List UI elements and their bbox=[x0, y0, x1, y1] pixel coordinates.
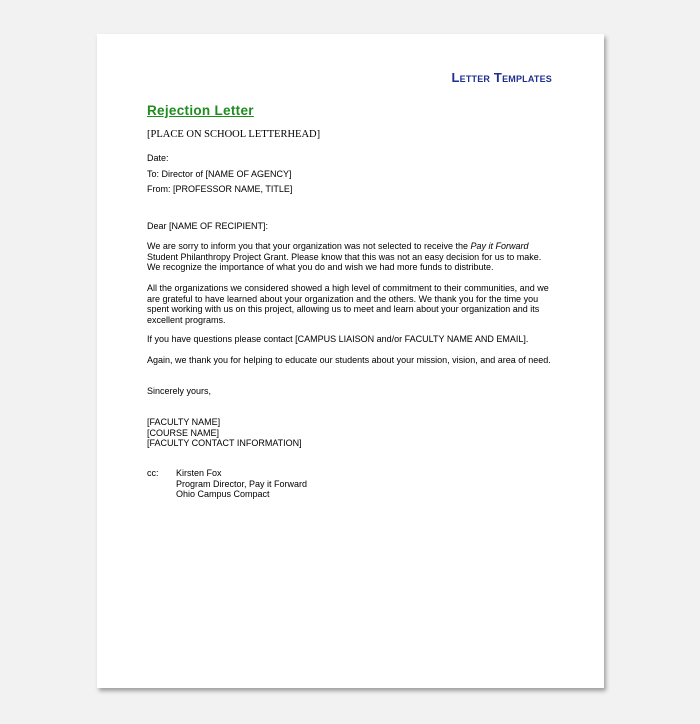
cc-recipient-name: Kirsten Fox bbox=[176, 468, 222, 478]
to-line: To: Director of [NAME OF AGENCY] bbox=[147, 169, 292, 179]
signature-course-name: [COURSE NAME] bbox=[147, 427, 220, 438]
cc-label: cc: bbox=[147, 468, 159, 478]
signature-faculty-name: [FACULTY NAME] bbox=[147, 417, 221, 427]
cc-recipient-title: Program Director, Pay it Forward bbox=[176, 478, 308, 489]
signature-block bbox=[147, 417, 557, 449]
letterhead-placeholder: [PLACE ON SCHOOL LETTERHEAD] bbox=[147, 129, 321, 140]
closing: Sincerely yours, bbox=[147, 386, 212, 396]
from-line: From: [PROFESSOR NAME, TITLE] bbox=[147, 184, 293, 194]
header-title: Letter Templates bbox=[451, 70, 552, 85]
paragraph-2 bbox=[147, 283, 557, 325]
paragraph-4: Again, we thank you for helping to educate our students about your mission, vision, and area of need. bbox=[147, 355, 551, 365]
document-page bbox=[97, 34, 604, 688]
paragraph-1 bbox=[147, 241, 557, 273]
paragraph-1-line-3: We recognize the importance of what you do and wish we had more funds to distribute. bbox=[147, 262, 494, 272]
paragraph-3: If you have questions please contact [CAMPUS LIAISON and/or FACULTY NAME AND EMAIL]. bbox=[147, 334, 529, 344]
paragraph-1-line-2: Student Philanthropy Project Grant. Please know that this was not an easy decision for us to make. bbox=[147, 251, 542, 262]
paragraph-2-line: excellent programs. bbox=[147, 314, 226, 325]
paragraph-2-line: All the organizations we considered showed a high level of commitment to their communities, and we bbox=[147, 283, 549, 293]
letter-title: Rejection Letter bbox=[147, 103, 254, 118]
salutation: Dear [NAME OF RECIPIENT]: bbox=[147, 221, 269, 231]
cc-recipient-org: Ohio Campus Compact bbox=[176, 489, 270, 499]
signature-contact-info: [FACULTY CONTACT INFORMATION] bbox=[147, 438, 302, 448]
paragraph-2-line: are grateful to have learned about your organization and the others. We thank you for the time you bbox=[147, 293, 539, 304]
program-name-italic: Pay it Forward bbox=[470, 241, 529, 251]
date-line: Date: bbox=[147, 153, 169, 163]
paragraph-1-line-1-text: We are sorry to inform you that your organization was not selected to receive the bbox=[147, 241, 471, 251]
cc-recipients bbox=[176, 468, 307, 500]
paragraph-2-line: spent working with us on this project, allowing us to meet and learn about your organization and its bbox=[147, 304, 540, 314]
paragraph-1-line-1 bbox=[147, 241, 557, 252]
